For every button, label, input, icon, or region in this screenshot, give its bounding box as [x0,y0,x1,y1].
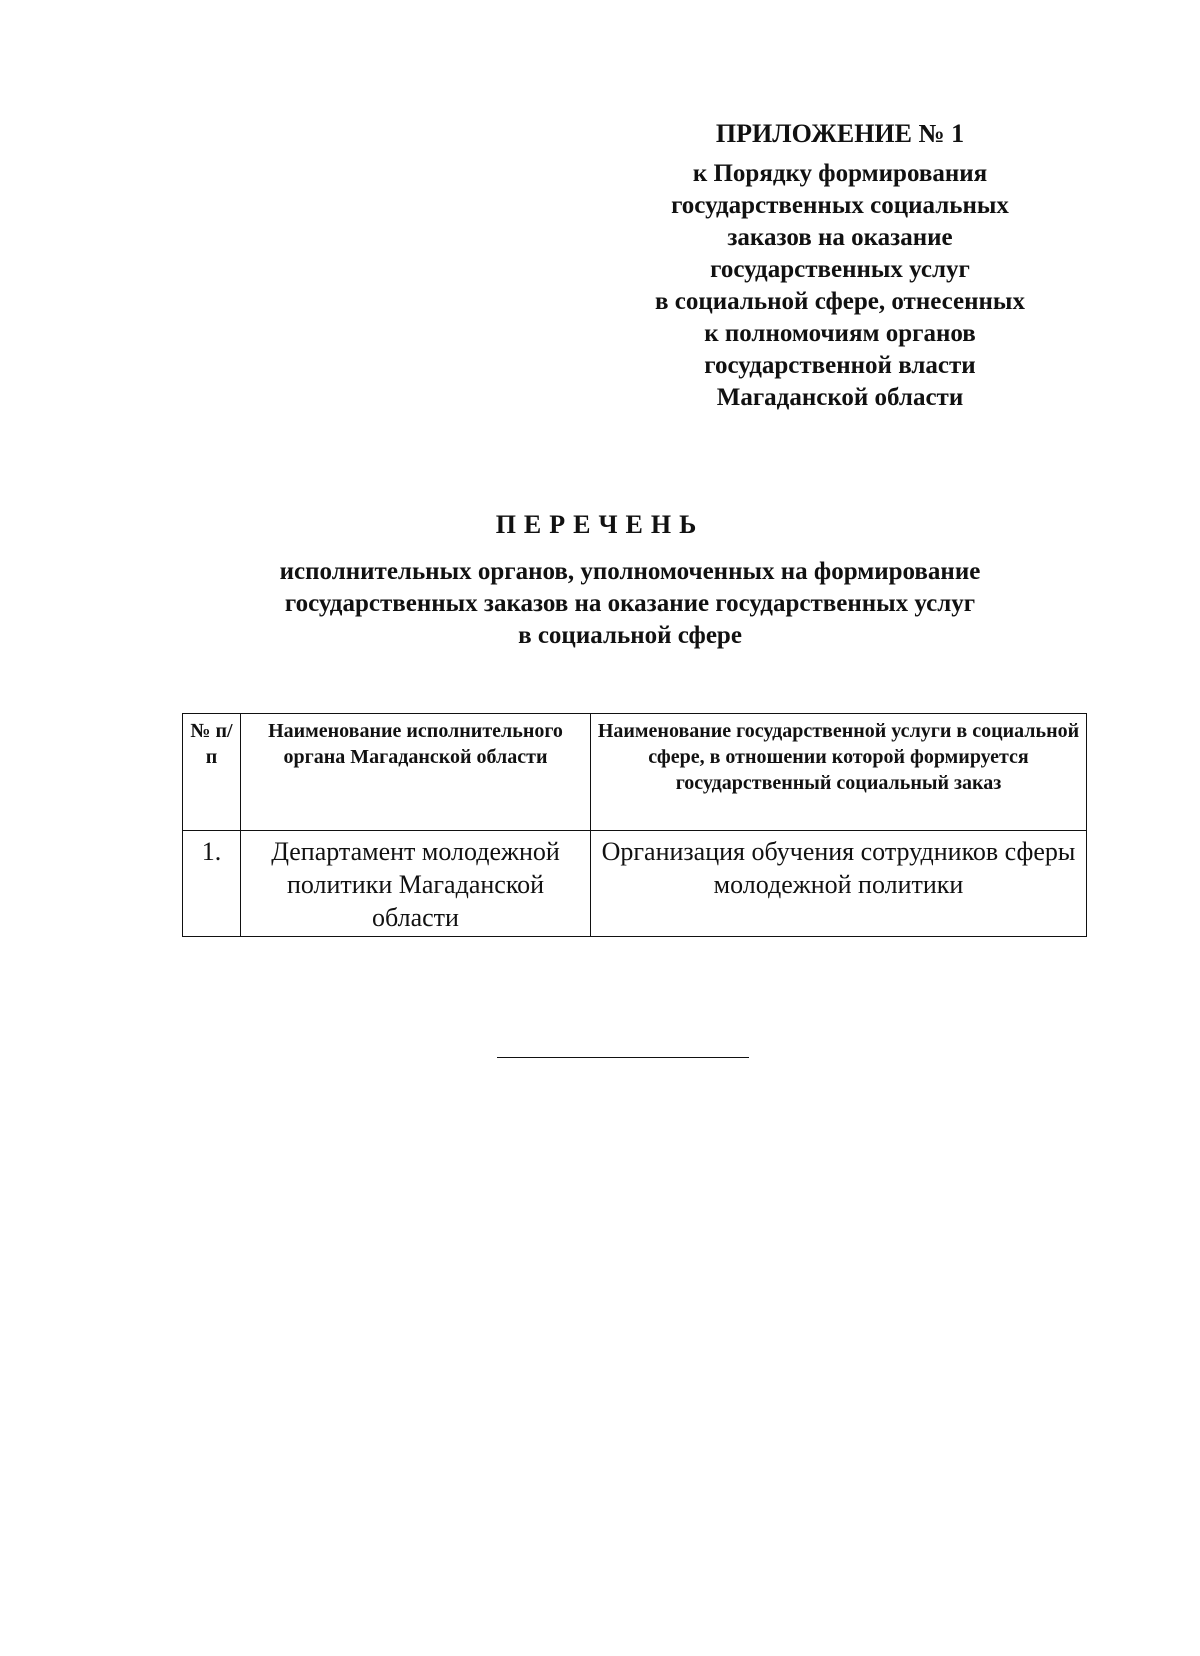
cell-service: Организация обучения сотрудников сферы молодежной политики [591,831,1087,937]
cell-organ: Департамент молодежной политики Магаданской области [241,831,591,937]
appendix-line: государственных услуг [710,256,970,283]
services-table [182,713,1087,937]
appendix-line: в социальной сфере, отнесенных [655,288,1025,315]
table-row [183,831,1087,937]
appendix-line: Магаданской области [716,384,964,411]
cell-number: 1. [183,831,241,937]
appendix-line: государственной власти [704,352,976,379]
end-rule [497,1057,749,1058]
appendix-title: ПРИЛОЖЕНИЕ № 1 [715,119,965,148]
header-number: № п/п [183,714,241,831]
list-title: ПЕРЕЧЕНЬ [495,510,705,539]
list-subtitle-line: в социальной сфере [518,622,742,649]
header-organ: Наименование исполнительного органа Магаданской области [241,714,591,831]
list-subtitle-line: исполнительных органов, уполномоченных на формирование [279,558,981,585]
appendix-line: государственных социальных [671,192,1009,219]
list-subtitle-line: государственных заказов на оказание государственных услуг [284,590,976,617]
list-subtitle [180,556,1080,652]
appendix-line: заказов на оказание [727,224,953,251]
appendix-line: к полномочиям органов [704,320,976,347]
appendix-line: к Порядку формирования [692,160,988,187]
table-header-row [183,714,1087,831]
header-service: Наименование государственной услуги в социальной сфере, в отношении которой формируется государственный социальный заказ [591,714,1087,831]
appendix-header [600,118,1080,414]
